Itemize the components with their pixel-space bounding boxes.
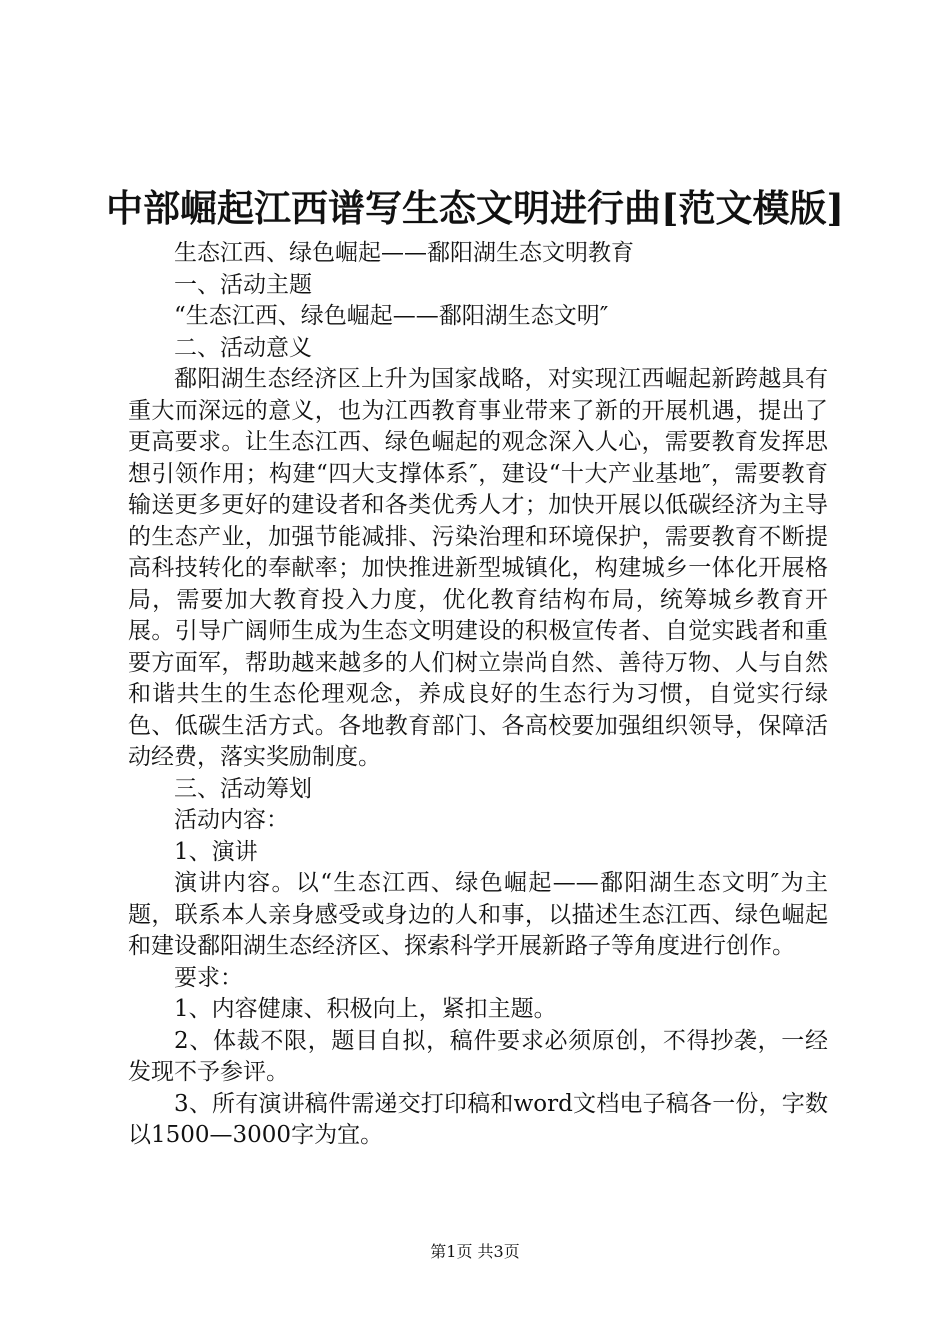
requirement-item-1: 1、内容健康、积极向上，紧扣主题。 — [174, 996, 557, 1022]
subtitle-paragraph: 生态江西、绿色崛起——鄱阳湖生态文明教育 — [174, 240, 634, 266]
theme-paragraph: “生态江西、绿色崛起——鄱阳湖生态文明″ — [174, 303, 609, 329]
section-heading-theme: 一、活动主题 — [174, 271, 312, 298]
speech-heading: 1、演讲 — [174, 838, 258, 865]
page-footer: 第1页 共3页 — [430, 1242, 520, 1261]
document-body — [128, 238, 828, 1152]
requirement-item-3: 3、所有演讲稿件需递交打印稿和word文档电子稿各一份，字数以1500—3000字为宜。 — [128, 1090, 828, 1148]
activity-content-label: 活动内容： — [174, 807, 289, 833]
significance-paragraph: 鄱阳湖生态经济区上升为国家战略，对实现江西崛起新跨越具有重大而深远的意义，也为江西教育事业带来了新的开展机遇，提出了更高要求。让生态江西、绿色崛起的观念深入人心，需要教育发挥思想引领作用；构建“四大支撑体系″，建设“十大产业基地″，需要教育输送更多更好的建设者和各类优秀人才；加快开展以低碳经济为主导的生态产业，加强节能减排、污染治理和环境保护，需要教育不断提高科技转化的奉献率；加快推进新型城镇化，构建城乡一体化开展格局，需要加大教育投入力度，优化教育结构布局，统筹城乡教育开展。引导广阔师生成为生态文明建设的积极宣传者、自觉实践者和重要方面军，帮助越来越多的人们树立崇尚自然、善待万物、人与自然和谐共生的生态伦理观念，养成良好的生态行为习惯，自觉实行绿色、低碳生活方式。各地教育部门、各高校要加强组织领导，保障活动经费，落实奖励制度。 — [128, 366, 828, 770]
section-heading-significance: 二、活动意义 — [174, 334, 312, 361]
requirements-label: 要求： — [174, 964, 243, 991]
speech-content-paragraph: 演讲内容。以“生态江西、绿色崛起——鄱阳湖生态文明″为主题，联系本人亲身感受或身边的人和事，以描述生态江西、绿色崛起和建设鄱阳湖生态经济区、探索科学开展新路子等角度进行创作。 — [128, 870, 828, 959]
document-title: 中部崛起江西谱写生态文明进行曲[范文模版] — [105, 186, 844, 230]
requirement-item-2: 2、体裁不限，题目自拟，稿件要求必须原创，不得抄袭，一经发现不予参评。 — [128, 1027, 828, 1085]
section-heading-planning: 三、活动筹划 — [174, 775, 312, 802]
